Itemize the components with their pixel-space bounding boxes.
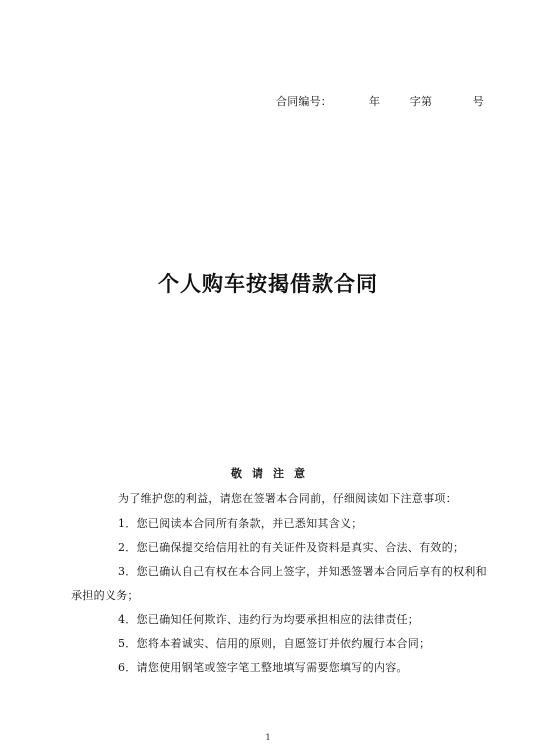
notice-intro: 为了维护您的利益，请您在签署本合同前，仔细阅读如下注意事项： [118,492,457,505]
notice-item-4: 4．您已确知任何欺诈、违约行为均要承担相应的法律责任； [118,613,420,626]
notice-item-6: 6．请您使用钢笔或签字笔工整地填写需要您填写的内容。 [118,661,408,674]
page-number: 1 [265,733,271,742]
notice-item-2: 2．您已确保提交给信用社的有关证件及资料是真实、合法、有效的； [118,541,465,554]
notice-item-3-continued: 承担的义务； [71,589,139,602]
notice-item-3: 3．您已确认自己有权在本合同上签字，并知悉签署本合同后享有的权利和 [118,565,487,578]
notice-item-5: 5．您将本着诚实、信用的原则，自愿签订并依约履行本合同； [118,637,431,650]
notice-heading: 敬请注意 [231,467,315,480]
document-title: 个人购车按揭借款合同 [158,272,378,296]
notice-item-1: 1．您已阅读本合同所有条款，并已悉知其含义； [118,517,363,530]
contract-number-line: 合同编号： 年 字第 号 [276,95,485,108]
